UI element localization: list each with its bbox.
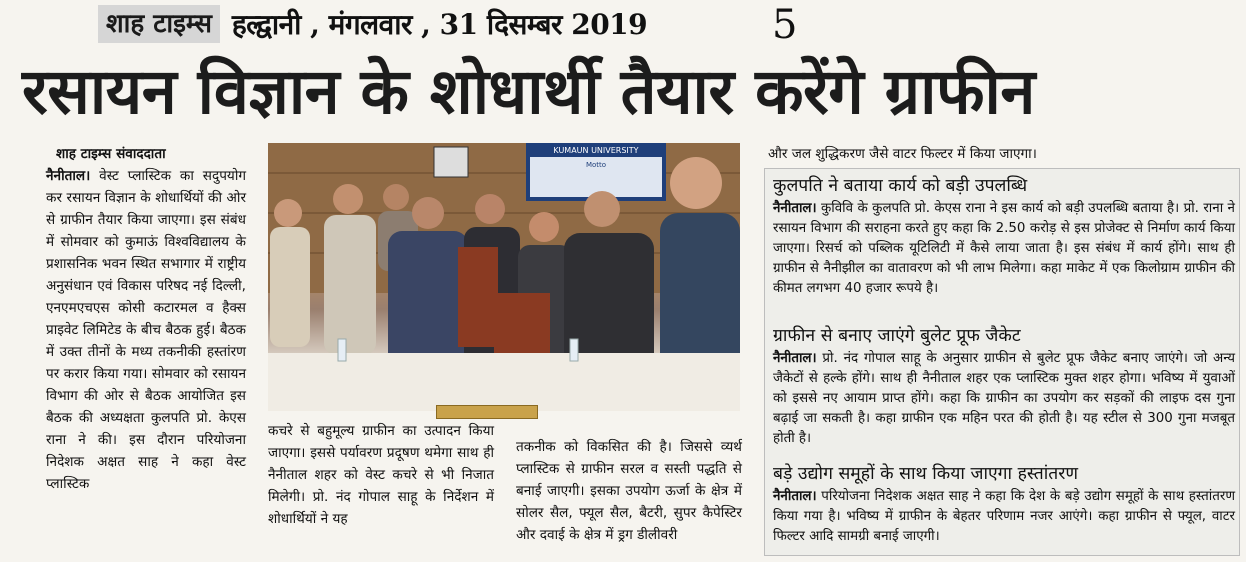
dateline: हल्द्वानी , मंगलवार , 31 दिसम्बर 2019 [231, 8, 648, 41]
sidebar-dateline: नैनीताल। [773, 201, 817, 216]
headline: रसायन विज्ञान के शोधार्थी तैयार करेंगे ग्राफीन [22, 55, 1035, 128]
banner-title: KUMAUN UNIVERSITY [553, 146, 639, 155]
sidebar-box [764, 168, 1240, 556]
sidebar-text: परियोजना निदेशक अक्षत साह ने कहा कि देश के बड़े उद्योग समूहों के साथ हस्तांतरण किया गया है। भविष्य में ग्राफीन के बेहतर परिणाम नजर आएंगे। कहा ग्राफीन से फ्यूल, वाटर फिल्टर आदि सामग्री बनाई जाएगी। [773, 489, 1235, 544]
article-column-1 [46, 143, 246, 495]
sidebar-text: प्रो. नंद गोपाल साहू के अनुसार ग्राफीन से बुलेट प्रूफ जैकेट बनाए जाएंगे। जो अन्य जैकेटों से हल्के होंगे। साथ ही नैनीताल शहर एक प्लास्टिक मुक्त शहर होगा। भविष्य में युवाओं को इससे नए आयाम प्राप्त होंगे। कहा कि ग्राफीन का उपयोग कर सड़कों की लाइफ दस गुना बढ़ाई जा सकती है। कहा ग्राफीन एक महिन परत की होती है। यह स्टील से 300 गुना मजबूत होती है। [773, 351, 1235, 446]
sidebar-heading: बड़े उद्योग समूहों के साथ किया जाएगा हस्तांतरण [773, 464, 1079, 484]
page-number: 5 [772, 2, 798, 48]
sidebar-dateline: नैनीताल। [773, 489, 817, 504]
article-text: वेस्ट प्लास्टिक का सदुपयोग कर रसायन विज्ञान के शोधार्थियों की ओर से ग्राफीन तैयार किया जाएगा। इस संबंध में सोमवार को कुमाऊं विश्वविद्यालय के प्रशासनिक भवन स्थित सभागार में राष्ट्रीय अनुसंधान एवं विकास परिषद नई दिल्ली, एनएमएचएस कोसी कटारमल व हैक्स प्राइवेट लिमिटेड के बीच बैठक हुई। बैठक में उक्त तीनों के मध्य तकनीकी हस्तांरण पर करार किया गया। सोमवार को रसायन विभाग की ओर से बैठक आयोजित इस बैठक की अध्यक्षता कुलपति प्रो. केएस राना ने की। इस दौरान परियोजना निदेशक अक्षत साह ने कहा वेस्ट प्लास्टिक [46, 168, 246, 492]
sidebar-section-1 [773, 173, 1235, 299]
sidebar-heading: कुलपति ने बताया कार्य को बड़ी उपलब्धि [773, 176, 1028, 196]
photo-illustration [268, 143, 740, 411]
article-column-4-top: और जल शुद्धिकरण जैसे वाटर फिल्टर में किया जाएगा। [768, 146, 1037, 162]
paper-name: शाह टाइम्स [98, 5, 220, 43]
column-dateline: नैनीताल। [46, 168, 91, 184]
masthead [98, 4, 647, 44]
photo-caption-strip [436, 405, 538, 419]
sidebar-dateline: नैनीताल। [773, 351, 817, 366]
banner-motto: Motto [585, 161, 607, 169]
article-column-3: तकनीक को विकसित की है। जिससे व्यर्थ प्लास्टिक से ग्राफीन सरल व सस्ती पद्धति से बनाई जाएगी। इसका उपयोग ऊर्जा के क्षेत्र में सोलर सैल, फ्यूल सैल, बैटरी, सुपर कैपेस्टिर और दवाई के क्षेत्र में ड्रग डीलीवरी [516, 439, 742, 543]
article-column-2: कचरे से बहुमूल्य ग्राफीन का उत्पादन किया जाएगा। इससे पर्यावरण प्रदूषण थमेगा साथ ही नैनीताल शहर को वेस्ट कचरे से भी निजात मिलेगी। प्रो. नंद गोपाल साहू के निर्देशन में शोधार्थियों ने यह [268, 423, 494, 527]
sidebar-heading: ग्राफीन से बनाए जाएंगे बुलेट प्रूफ जैकेट [773, 326, 1021, 346]
news-photo [268, 143, 740, 411]
sidebar-section-3 [773, 461, 1235, 547]
sidebar-section-2 [773, 323, 1235, 449]
byline: शाह टाइम्स संवाददाता [56, 146, 166, 162]
sidebar-text: कुविवि के कुलपति प्रो. केएस राना ने इस कार्य को बड़ी उपलब्धि बताया है। प्रो. राना ने रसायन विभाग की सराहना करते हुए कहा कि 2.50 करोड़ से इस प्रोजेक्ट से निर्माण कार्य किया जाएगा। रिसर्च को पब्लिक यूटिलिटी में कैसे लाया जाता है। इस संबंध में कार्य होंगे। साथ ही ग्राफीन से नैनीझील का वातावरण को भी लाभ मिलेगा। कहा माकेट में एक किलोग्राम ग्राफीन की कीमत लगभग 40 हजार रूपये है। [773, 201, 1235, 296]
